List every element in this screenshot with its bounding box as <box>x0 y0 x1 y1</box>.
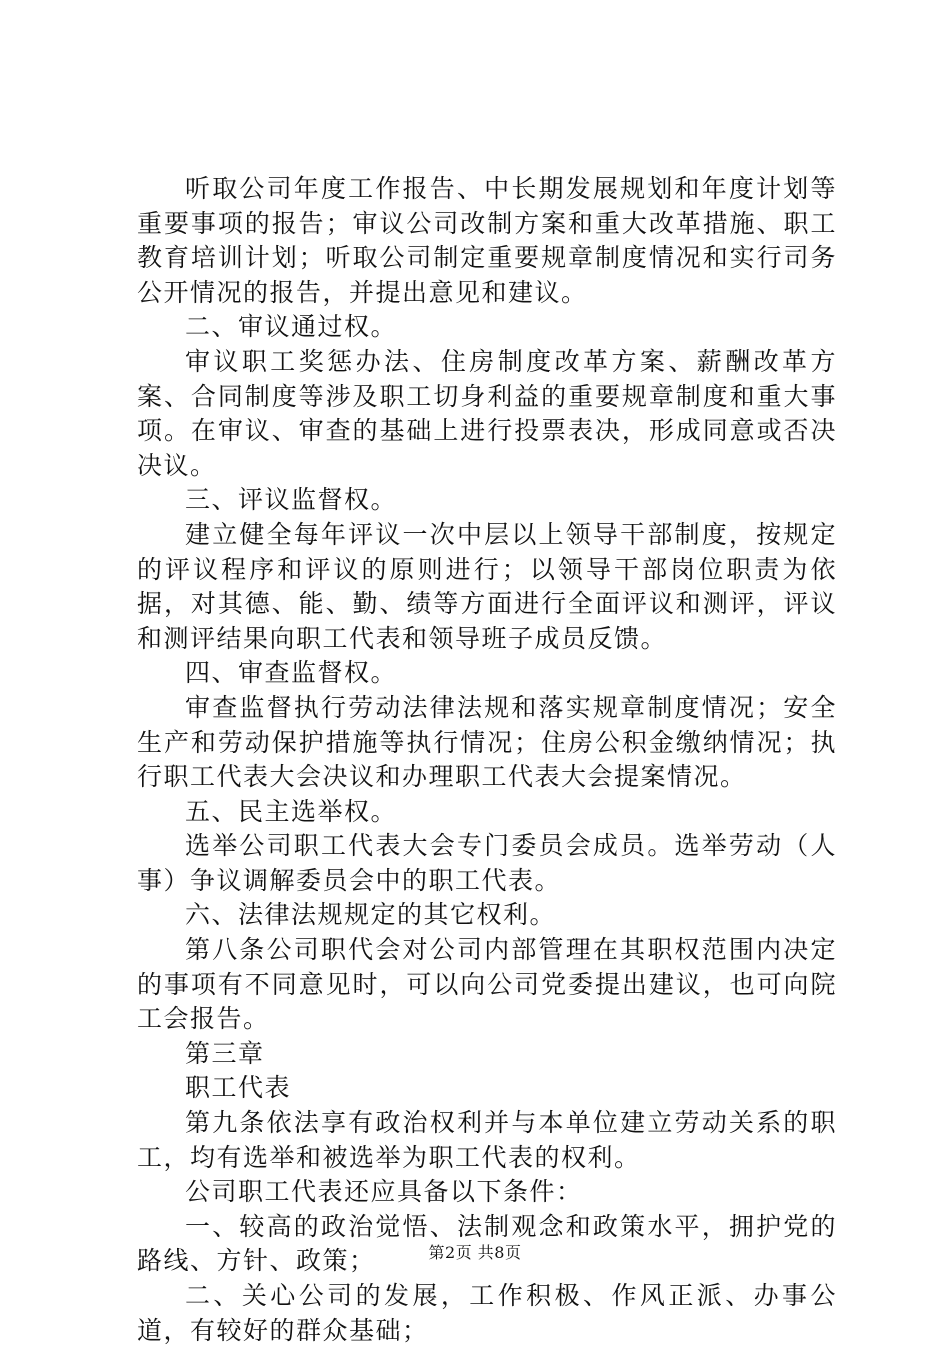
page-footer: 第2页 共8页 <box>428 1243 522 1262</box>
section-heading: 六、法律法规规定的其它权利。 <box>185 900 557 930</box>
list-item: 一、较高的政治觉悟、法制观念和政策水平，拥护党的路线、方针、政策； <box>137 1211 837 1276</box>
article-paragraph: 第九条依法享有政治权利并与本单位建立劳动关系的职工，均有选举和被选举为职工代表的权利。 <box>137 1108 837 1172</box>
paragraph: 选举公司职工代表大会专门委员会成员。选举劳动（人事）争议调解委员会中的职工代表。 <box>137 831 837 895</box>
paragraph: 建立健全每年评议一次中层以上领导干部制度，按规定的评议程序和评议的原则进行；以领导干部岗位职责为依据，对其德、能、勤、绩等方面进行全面评议和测评，评议和测评结果向职工代表和领导班子成员反馈。 <box>137 519 837 653</box>
chapter-title: 职工代表 <box>185 1073 292 1103</box>
paragraph: 审查监督执行劳动法律法规和落实规章制度情况；安全生产和劳动保护措施等执行情况；住房公积金缴纳情况；执行职工代表大会决议和办理职工代表大会提案情况。 <box>137 692 837 792</box>
section-heading: 二、审议通过权。 <box>185 312 398 342</box>
section-heading: 五、民主选举权。 <box>185 796 398 826</box>
list-item: 二、关心公司的发展，工作积极、作风正派、办事公道，有较好的群众基础； <box>137 1281 837 1345</box>
paragraph: 听取公司年度工作报告、中长期发展规划和年度计划等重要事项的报告；审议公司改制方案和重大改革措施、职工教育培训计划；听取公司制定重要规章制度情况和实行司务公开情况的报告，并提出意见和建议。 <box>137 174 837 307</box>
article-paragraph: 第八条公司职代会对公司内部管理在其职权范围内决定的事项有不同意见时，可以向公司党委提出建议，也可向院工会报告。 <box>137 935 837 1034</box>
paragraph: 公司职工代表还应具备以下条件： <box>185 1177 583 1207</box>
section-heading: 三、评议监督权。 <box>185 485 398 515</box>
paragraph: 审议职工奖惩办法、住房制度改革方案、薪酬改革方案、合同制度等涉及职工切身利益的重要规章制度和重大事项。在审议、审查的基础上进行投票表决，形成同意或否决决议。 <box>137 346 837 480</box>
document-body <box>137 172 837 1348</box>
chapter-number: 第三章 <box>185 1038 265 1068</box>
section-heading: 四、审查监督权。 <box>185 658 398 688</box>
